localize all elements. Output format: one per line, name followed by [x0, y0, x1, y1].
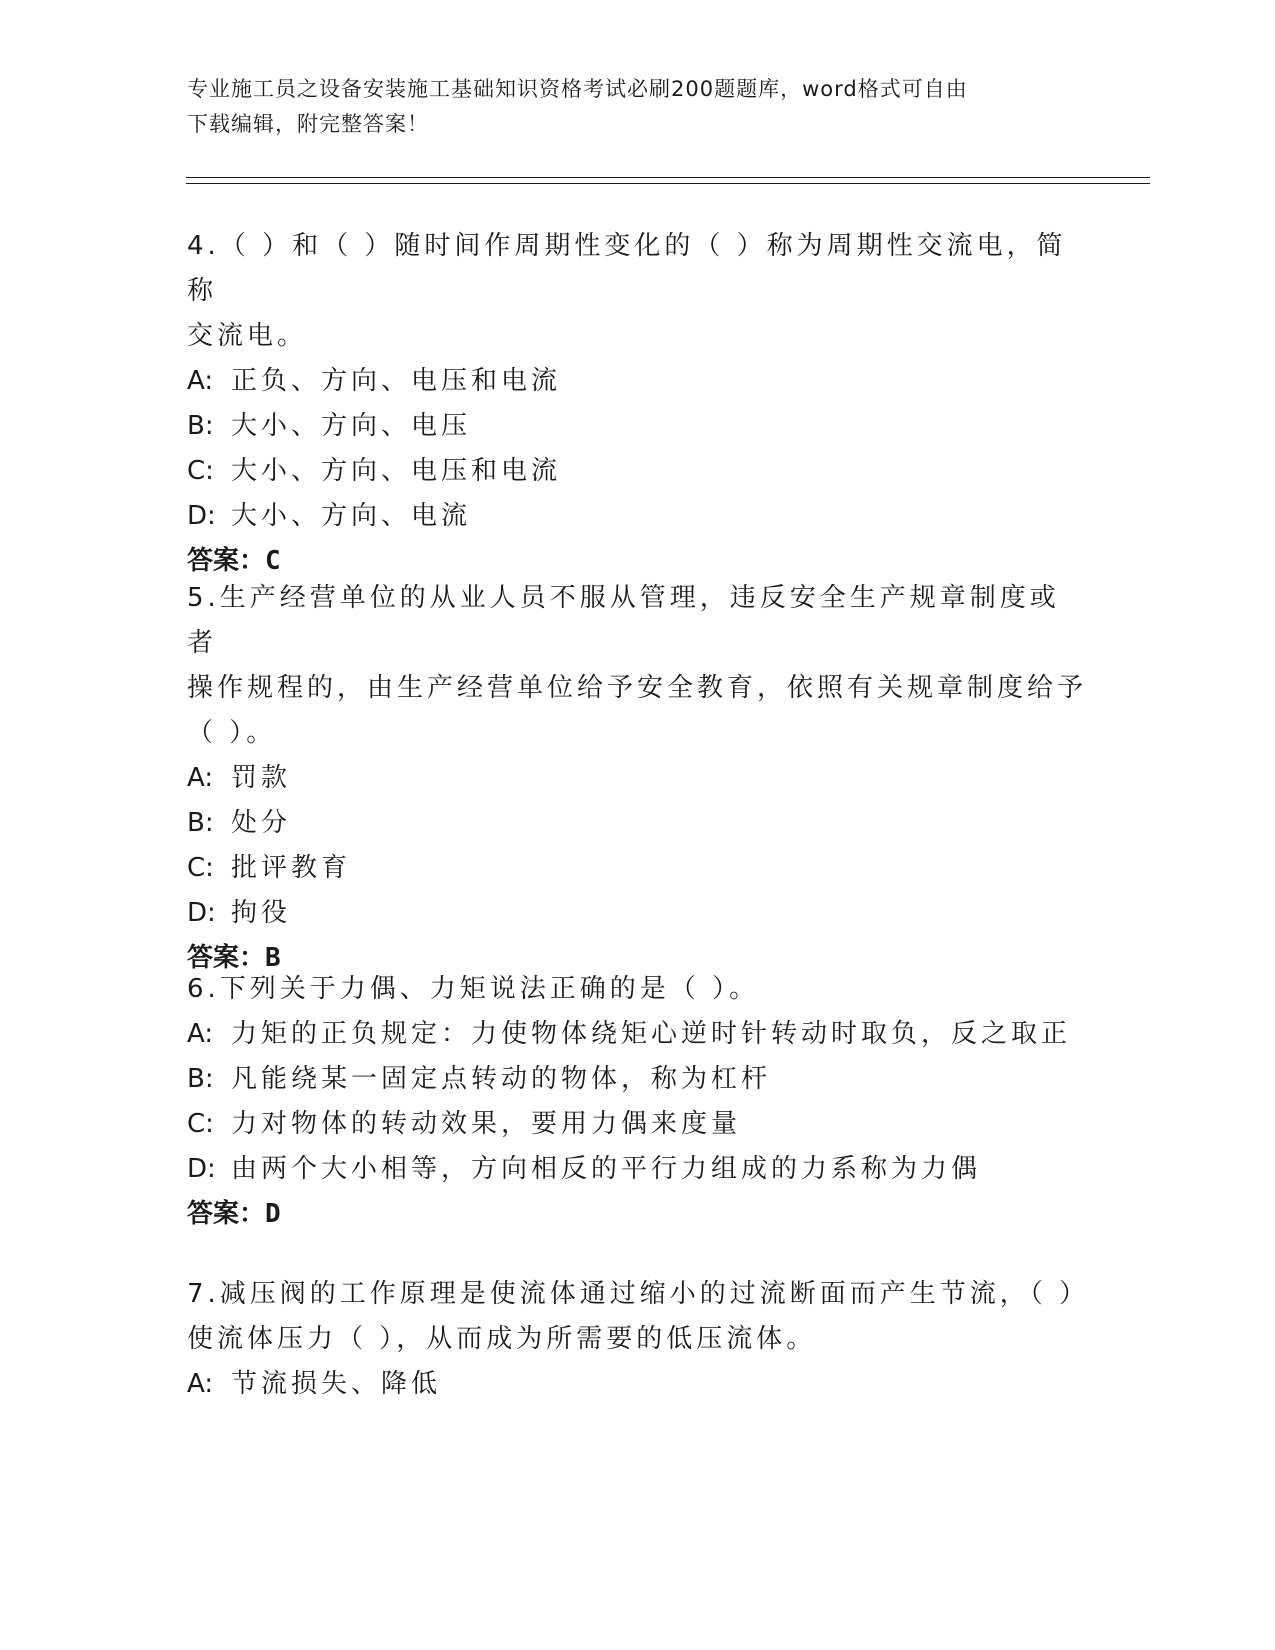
- option-c: C: 大小、方向、电压和电流: [187, 456, 562, 486]
- question-stem-line: 4.（ ）和（ ）随时间作周期性变化的（ ）称为周期性交流电，简称: [187, 231, 1067, 306]
- question-stem-line: 使流体压力（ ），从而成为所需要的低压流体。: [187, 1324, 817, 1354]
- option-a: A: 正负、方向、电压和电流: [187, 366, 562, 396]
- option-b: B: 大小、方向、电压: [187, 411, 472, 441]
- question-stem-line: 5.生产经营单位的从业人员不服从管理，违反安全生产规章制度或者: [187, 583, 1060, 658]
- option-d: D: 拘役: [187, 898, 292, 928]
- question-stem-line: 交流电。: [187, 321, 308, 351]
- question-6: [187, 967, 1087, 1237]
- header-line-1: 专业施工员之设备安装施工基础知识资格考试必刷200题题库，word格式可自由: [187, 77, 968, 101]
- question-stem-line: 6.下列关于力偶、力矩说法正确的是（ ）。: [187, 974, 760, 1004]
- option-c: C: 力对物体的转动效果，要用力偶来度量: [187, 1109, 742, 1139]
- answer-label: 答案：B: [187, 943, 281, 973]
- answer-label: 答案：D: [187, 1199, 281, 1229]
- option-d: D: 大小、方向、电流: [187, 501, 472, 531]
- option-b: B: 凡能绕某一固定点转动的物体，称为杠杆: [187, 1064, 772, 1094]
- answer-label: 答案：C: [187, 546, 281, 576]
- option-d: D: 由两个大小相等，方向相反的平行力组成的力系称为力偶: [187, 1154, 982, 1184]
- question-4: [187, 224, 1087, 584]
- document-header: [187, 72, 1087, 142]
- question-stem-line: 操作规程的，由生产经营单位给予安全教育，依照有关规章制度给予: [187, 673, 1088, 703]
- header-divider: [186, 177, 1150, 184]
- question-stem-line: （ ）。: [187, 718, 277, 748]
- question-5: [187, 576, 1087, 981]
- option-b: B: 处分: [187, 808, 292, 838]
- option-a: A: 力矩的正负规定：力使物体绕矩心逆时针转动时取负，反之取正: [187, 1019, 1072, 1049]
- option-a: A: 罚款: [187, 763, 292, 793]
- option-c: C: 批评教育: [187, 853, 352, 883]
- header-line-2: 下载编辑，附完整答案！: [187, 112, 429, 136]
- question-7: [187, 1272, 1090, 1407]
- question-stem-line: 7.减压阀的工作原理是使流体通过缩小的过流断面而产生节流，（ ）: [187, 1279, 1090, 1309]
- option-a: A: 节流损失、降低: [187, 1369, 442, 1399]
